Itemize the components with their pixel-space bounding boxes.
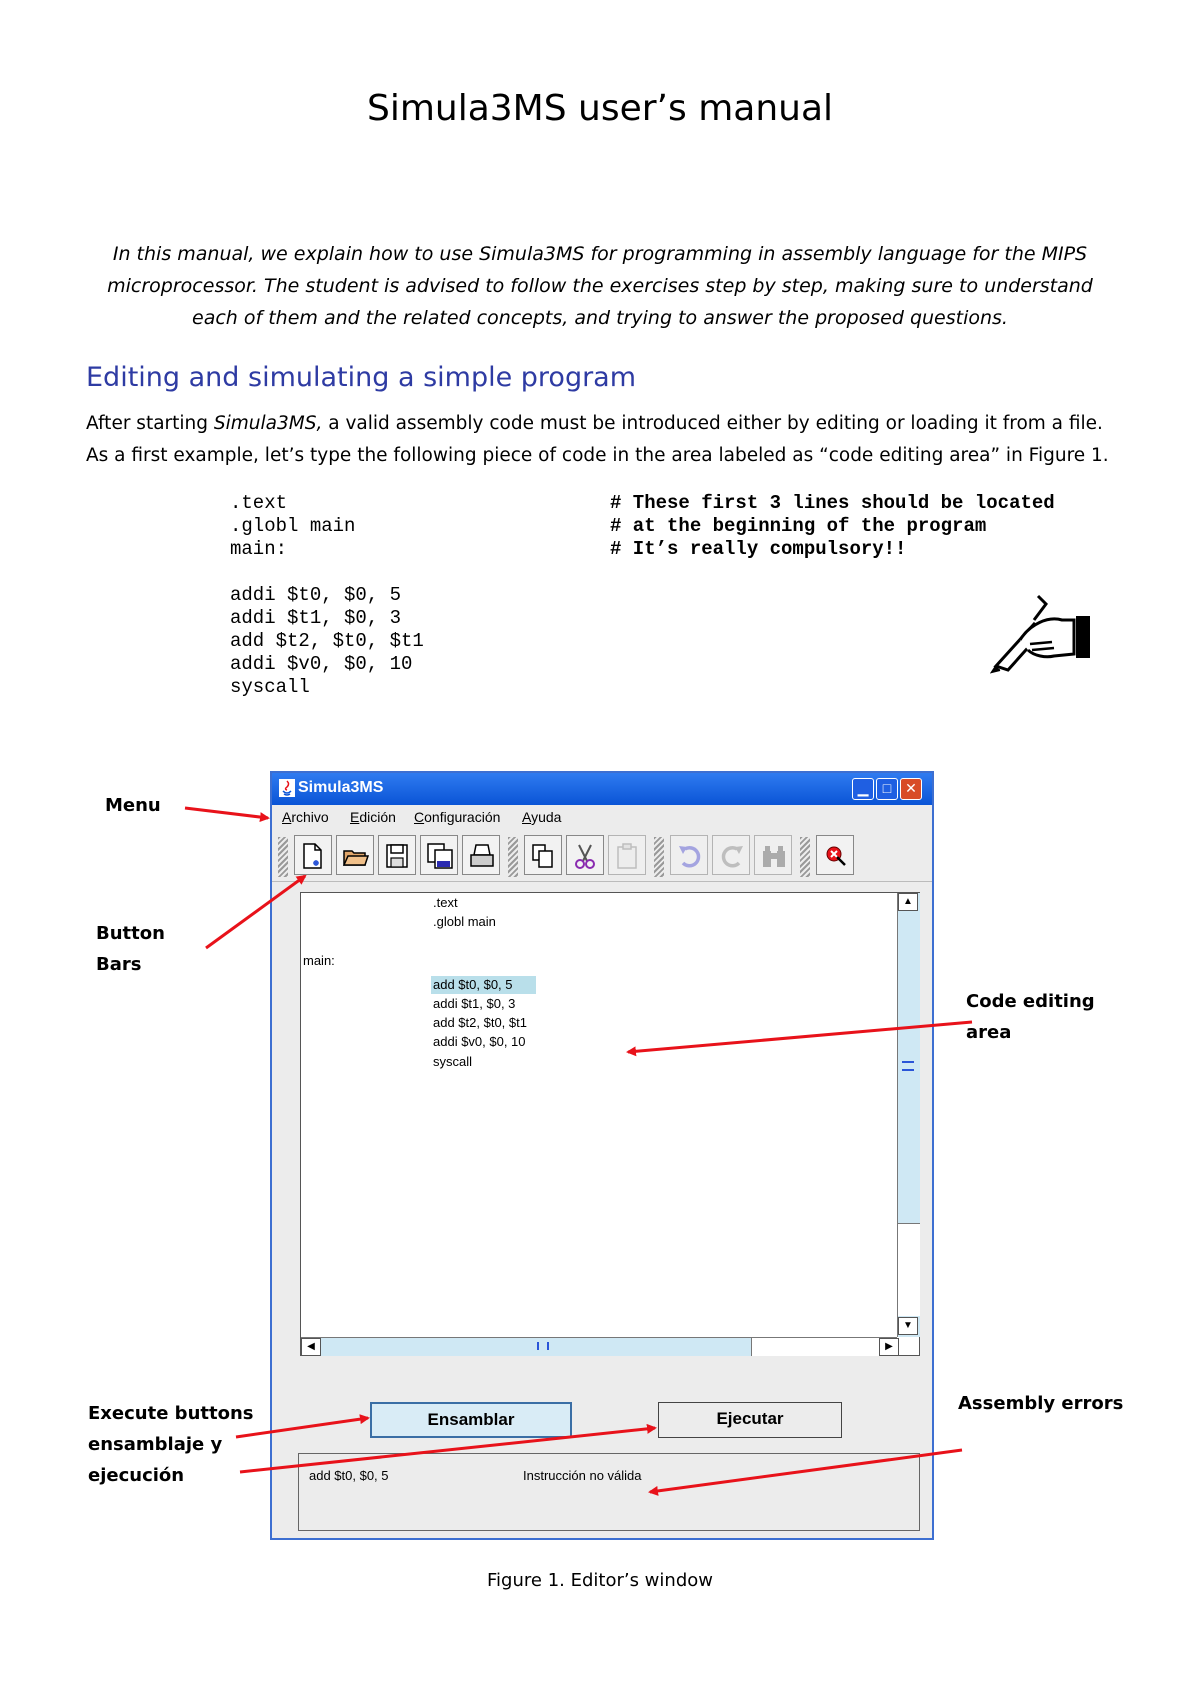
save-as-button[interactable] [420,835,458,875]
redo-button[interactable] [712,835,750,875]
code-line: add $t2, $t0, $t1 [230,630,424,652]
code-line: addi $t0, $0, 5 [230,584,402,606]
cut-button[interactable] [566,835,604,875]
close-button[interactable] [900,778,922,800]
copy-icon [531,843,555,869]
annotation-line: Code editing [966,991,1095,1012]
scroll-right-button[interactable] [879,1338,899,1356]
annotation-button-bars [96,918,165,980]
arrow-right-icon: ▶ [885,1341,893,1352]
new-file-button[interactable] [294,835,332,875]
cut-icon [573,843,597,869]
code-comment: # These first 3 lines should be located [610,492,1055,514]
stop-icon [823,843,849,869]
menu-ayuda[interactable]: Ayuda [522,809,562,825]
stop-button[interactable] [816,835,854,875]
editor-line: .text [433,895,458,910]
editor-label: main: [303,953,335,968]
execute-button[interactable]: Ejecutar [658,1402,842,1438]
open-button[interactable] [336,835,374,875]
title-bar[interactable] [272,773,932,805]
code-comment: # It’s really compulsory!! [610,538,907,560]
editor-line: addi $t1, $0, 3 [433,996,516,1011]
code-line: .globl main [230,515,356,537]
scroll-track[interactable] [898,1223,920,1316]
find-icon [761,843,787,869]
save-icon [385,843,409,869]
toolbar [272,831,932,882]
code-comment: # at the beginning of the program [610,515,987,537]
menu-archivo[interactable]: Archivo [282,809,329,825]
paste-icon [615,843,639,869]
code-line: main: [230,538,288,560]
toolbar-grip[interactable] [654,837,664,877]
annotation-line: area [966,1022,1012,1043]
code-line: addi $t1, $0, 3 [230,607,402,629]
window-title: Simula3MS [298,779,384,796]
menu-bar [272,805,932,829]
print-icon [469,843,495,869]
toolbar-grip[interactable] [278,837,288,877]
intro-part1: After starting [86,413,214,434]
toolbar-grip[interactable] [508,837,518,877]
document-title: Simula3MS user’s manual [366,88,834,129]
scroll-down-button[interactable] [898,1317,918,1335]
menu-configuracion[interactable]: Configuración [414,809,501,825]
undo-icon [677,843,703,869]
editor-line: add $t2, $t0, $t1 [433,1015,527,1030]
annotation-line: Execute buttons [88,1403,254,1424]
scroll-thumb-grip[interactable] [537,1342,549,1350]
vertical-scrollbar[interactable] [897,893,920,1337]
find-button[interactable] [754,835,792,875]
abstract: In this manual, we explain how to use Simula3MS for programming in assembly language for the MIPS microprocessor. The student is advised to follow the exercises step by step, making sure to understand each of them and the related concepts, and trying to answer the proposed questions. [107,243,1093,329]
minimize-icon: ▁ [857,780,869,796]
toolbar-grip[interactable] [800,837,810,877]
annotation-execute-buttons [88,1398,253,1491]
close-icon: ✕ [905,780,917,796]
annotation-line: Button [96,923,165,944]
scroll-up-button[interactable] [898,893,918,911]
horizontal-scrollbar[interactable] [301,1337,897,1356]
arrow-left-icon: ◀ [307,1341,315,1352]
editor-line: .globl main [433,914,496,929]
scroll-track[interactable] [751,1338,880,1356]
code-line: syscall [230,676,310,698]
new-file-icon [301,843,325,869]
annotation-line: ensamblaje y [88,1434,223,1455]
intro-part2: a valid assembly code must be introduced either by editing or loading it from a file. As a first example, let’s type the following piece of code in the area labeled as “code editing area” in Figure 1. [86,413,1109,466]
intro-app-name: Simula3MS, [213,413,323,434]
print-button[interactable] [462,835,500,875]
figure-caption: Figure 1. Editor’s window [487,1570,713,1591]
writing-hand-icon [990,594,1100,674]
editor-line: addi $v0, $0, 10 [433,1034,526,1049]
code-line: .text [230,492,288,514]
editor-line: syscall [433,1054,473,1069]
open-folder-icon [343,843,369,869]
assembly-errors-panel [298,1453,920,1531]
assemble-button[interactable]: Ensamblar [370,1402,572,1438]
annotation-line: ejecución [88,1465,185,1486]
annotation-code-editing [966,986,1095,1048]
redo-icon [719,843,745,869]
maximize-button[interactable] [876,778,898,800]
error-instruction: add $t0, $0, 5 [309,1468,389,1483]
simula3ms-window [270,771,934,1540]
save-button[interactable] [378,835,416,875]
java-icon [278,777,296,799]
undo-button[interactable] [670,835,708,875]
intro-paragraph [86,408,1126,472]
annotation-assembly-errors: Assembly errors [958,1393,1124,1414]
save-as-icon [427,843,453,869]
error-message: Instrucción no válida [523,1468,642,1483]
editor-line: add $t0, $0, 5 [433,977,513,992]
paste-button[interactable] [608,835,646,875]
arrow-to-menu [185,808,268,818]
code-editor[interactable] [300,892,920,1356]
menu-edicion[interactable]: Edición [350,809,396,825]
annotation-line: Bars [96,954,142,975]
maximize-icon: □ [882,780,892,796]
copy-button[interactable] [524,835,562,875]
scroll-left-button[interactable] [301,1338,321,1356]
arrow-up-icon: ▲ [903,896,913,907]
code-line: addi $v0, $0, 10 [230,653,413,675]
minimize-button[interactable] [852,778,874,800]
section-heading: Editing and simulating a simple program [86,362,637,393]
arrow-down-icon: ▼ [903,1320,913,1331]
scroll-thumb-grip[interactable] [902,1061,914,1071]
annotation-menu: Menu [105,795,161,816]
